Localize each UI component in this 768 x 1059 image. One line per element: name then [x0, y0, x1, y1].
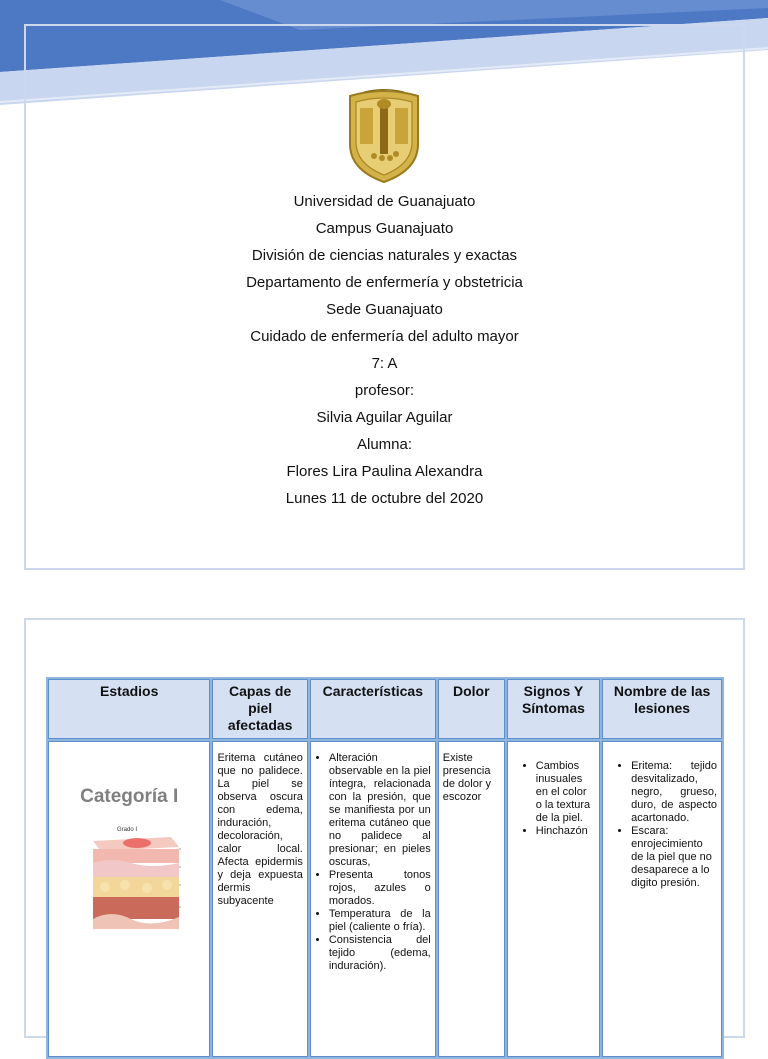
course-name: Cuidado de enfermería del adulto mayor	[250, 328, 519, 345]
list-item: • Consistencia del tejido (edema, induración).	[329, 934, 431, 973]
professor-name: Silvia Aguilar Aguilar	[316, 409, 453, 426]
table-row	[48, 741, 722, 1057]
header-estadios: Estadios	[48, 679, 210, 739]
cell-nombre	[602, 741, 722, 1057]
group-label: 7: A	[371, 355, 398, 372]
header-signos: Signos Y Síntomas	[507, 679, 600, 739]
list-item: • Eritema: tejido desvitalizado, negro, grueso, duro, de aspecto acartonado.	[631, 760, 717, 825]
cell-signos	[507, 741, 600, 1057]
cell-estadio	[48, 741, 210, 1057]
cell-capas: Eritema cutáneo que no palidece. La piel se observa oscura con edema, induración, decoloración, calor local. Afecta epidermis y deja expuesta dermis subyacente	[212, 741, 307, 1057]
list-item: • Cambios inusuales en el color o la textura de la piel.	[536, 760, 595, 825]
cell-caracteristicas	[310, 741, 436, 1057]
header-capas: Capas de piel afectadas	[212, 679, 307, 739]
skin-layers-illustration	[81, 821, 181, 933]
list-item: • Escara: enrojecimiento de la piel que no desaparece a lo digito presión.	[631, 825, 717, 890]
cell-dolor: Existe presencia de dolor y escozor	[438, 741, 505, 1057]
pressure-ulcer-table	[46, 677, 724, 1059]
list-item: • Presenta tonos rojos, azules o morados.	[329, 869, 431, 908]
university-crest-icon	[344, 86, 424, 184]
student-name: Flores Lira Paulina Alexandra	[286, 463, 483, 480]
list-item: • Alteración observable en la piel íntegra, relacionada con la presión, que se manifiesta por un eritema cutáneo que no palidece al presionar; en pieles oscuras,	[329, 752, 431, 869]
cover-text-block	[24, 188, 745, 512]
grade-label: Grado I	[117, 827, 138, 833]
date-line: Lunes 11 de octubre del 2020	[285, 490, 484, 507]
sede-name: Sede Guanajuato	[326, 301, 443, 318]
header-caracteristicas: Características	[310, 679, 436, 739]
university-name: Universidad de Guanajuato	[293, 193, 476, 210]
list-item: • Hinchazón	[536, 825, 595, 838]
category-title: Categoría I	[80, 786, 179, 807]
table-header-row	[48, 679, 722, 739]
list-item: • Temperatura de la piel (caliente o fría).	[329, 908, 431, 934]
division-name: División de ciencias naturales y exactas	[251, 247, 518, 264]
campus-name: Campus Guanajuato	[315, 220, 454, 237]
student-label: Alumna:	[356, 436, 413, 453]
header-nombre: Nombre de las lesiones	[602, 679, 722, 739]
department-name: Departamento de enfermería y obstetricia	[246, 274, 523, 291]
professor-label: profesor:	[354, 382, 415, 399]
header-dolor: Dolor	[438, 679, 505, 739]
